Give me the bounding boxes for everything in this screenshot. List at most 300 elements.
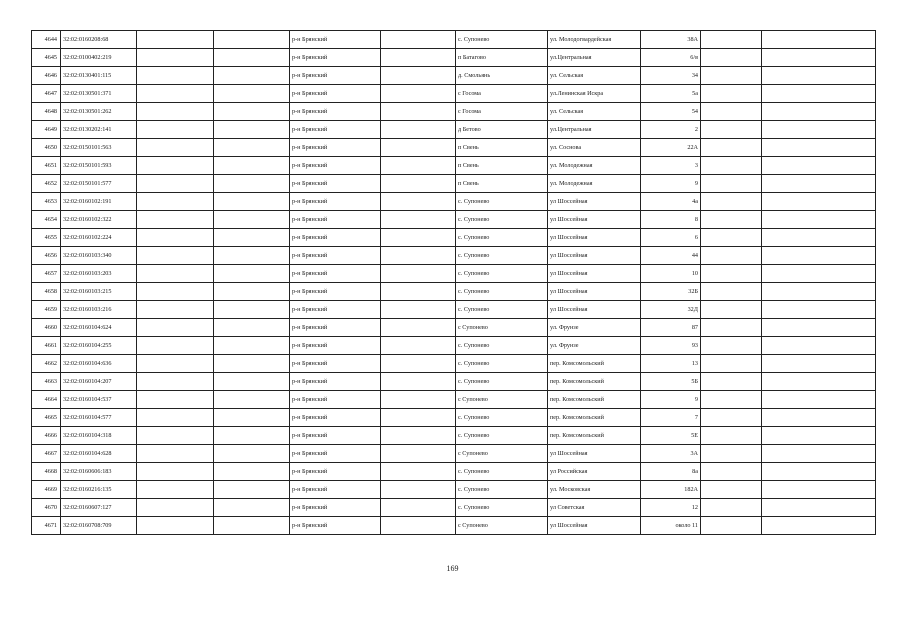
street-cell: ул Советская [548,499,641,517]
settlement-cell: п Свень [456,139,548,157]
row-number-cell: 4653 [32,193,61,211]
empty-cell [701,409,762,427]
street-cell: ул Шоссейная [548,301,641,319]
settlement-cell: с. Супонево [456,499,548,517]
street-cell: ул. Сельская [548,67,641,85]
empty-cell [137,283,214,301]
house-number-cell: 44 [641,247,701,265]
row-number-cell: 4670 [32,499,61,517]
table-row [32,499,876,517]
house-number-cell: 5а [641,85,701,103]
house-number-cell: 12 [641,499,701,517]
cadastral-number-cell: 32:02:0130202:141 [61,121,137,139]
empty-cell [381,481,456,499]
empty-cell [381,409,456,427]
house-number-cell: 34 [641,67,701,85]
empty-cell [381,175,456,193]
empty-cell [381,283,456,301]
cadastral-number-cell: 32:02:0160607:127 [61,499,137,517]
empty-cell [762,121,876,139]
cadastral-number-cell: 32:02:0160103:203 [61,265,137,283]
row-number-cell: 4650 [32,139,61,157]
empty-cell [214,517,290,535]
empty-cell [762,247,876,265]
empty-cell [381,499,456,517]
empty-cell [701,337,762,355]
street-cell: ул Шоссейная [548,265,641,283]
empty-cell [137,49,214,67]
empty-cell [381,67,456,85]
street-cell: ул. Молодогвардейская [548,31,641,49]
district-cell: р-н Брянский [290,319,381,337]
settlement-cell: с Супонево [456,517,548,535]
house-number-cell: 10 [641,265,701,283]
row-number-cell: 4649 [32,121,61,139]
empty-cell [701,247,762,265]
settlement-cell: с. Супонево [456,355,548,373]
row-number-cell: 4660 [32,319,61,337]
row-number-cell: 4664 [32,391,61,409]
empty-cell [701,157,762,175]
table-row [32,67,876,85]
empty-cell [381,355,456,373]
table-row [32,301,876,319]
empty-cell [381,31,456,49]
empty-cell [137,481,214,499]
row-number-cell: 4647 [32,85,61,103]
empty-cell [701,517,762,535]
district-cell: р-н Брянский [290,391,381,409]
empty-cell [762,355,876,373]
table-row [32,427,876,445]
house-number-cell: 7 [641,409,701,427]
empty-cell [137,265,214,283]
street-cell: ул Шоссейная [548,247,641,265]
empty-cell [381,463,456,481]
empty-cell [137,301,214,319]
empty-cell [137,175,214,193]
empty-cell [381,229,456,247]
house-number-cell: 5Е [641,427,701,445]
empty-cell [762,229,876,247]
empty-cell [701,121,762,139]
street-cell: ул. Молодежная [548,157,641,175]
empty-cell [701,427,762,445]
house-number-cell: 87 [641,319,701,337]
street-cell: пер. Комсомольский [548,391,641,409]
settlement-cell: с Госома [456,103,548,121]
house-number-cell: 182А [641,481,701,499]
empty-cell [701,391,762,409]
empty-cell [701,265,762,283]
empty-cell [214,211,290,229]
row-number-cell: 4663 [32,373,61,391]
cadastral-number-cell: 32:02:0160102:191 [61,193,137,211]
empty-cell [214,175,290,193]
table-row [32,283,876,301]
table-row [32,103,876,121]
settlement-cell: с. Супонево [456,427,548,445]
empty-cell [762,445,876,463]
street-cell: ул.Центральная [548,49,641,67]
district-cell: р-н Брянский [290,373,381,391]
district-cell: р-н Брянский [290,121,381,139]
cadastral-number-cell: 32:02:0160104:318 [61,427,137,445]
empty-cell [762,427,876,445]
empty-cell [701,283,762,301]
district-cell: р-н Брянский [290,283,381,301]
district-cell: р-н Брянский [290,211,381,229]
empty-cell [214,355,290,373]
empty-cell [701,481,762,499]
street-cell: ул Шоссейная [548,517,641,535]
empty-cell [381,265,456,283]
table-row [32,391,876,409]
settlement-cell: п Свень [456,175,548,193]
empty-cell [701,175,762,193]
empty-cell [762,175,876,193]
settlement-cell: с. Супонево [456,31,548,49]
empty-cell [381,157,456,175]
settlement-cell: с. Супонево [456,301,548,319]
district-cell: р-н Брянский [290,157,381,175]
table-row [32,517,876,535]
street-cell: ул.Центральная [548,121,641,139]
row-number-cell: 4668 [32,463,61,481]
house-number-cell: 9 [641,391,701,409]
row-number-cell: 4669 [32,481,61,499]
empty-cell [137,121,214,139]
settlement-cell: с Супонево [456,391,548,409]
row-number-cell: 4655 [32,229,61,247]
house-number-cell: около 11 [641,517,701,535]
empty-cell [137,193,214,211]
empty-cell [137,337,214,355]
district-cell: р-н Брянский [290,499,381,517]
empty-cell [762,103,876,121]
row-number-cell: 4658 [32,283,61,301]
cadastral-number-cell: 32:02:0160208:68 [61,31,137,49]
house-number-cell: 8 [641,211,701,229]
empty-cell [214,373,290,391]
empty-cell [214,283,290,301]
empty-cell [701,373,762,391]
empty-cell [137,355,214,373]
table-body [32,31,876,535]
empty-cell [762,463,876,481]
empty-cell [762,391,876,409]
empty-cell [137,139,214,157]
settlement-cell: с. Супонево [456,373,548,391]
street-cell: ул. Московская [548,481,641,499]
empty-cell [137,373,214,391]
street-cell: ул. Сельская [548,103,641,121]
table-row [32,247,876,265]
cadastral-number-cell: 32:02:0100402:219 [61,49,137,67]
cadastral-number-cell: 32:02:0160102:224 [61,229,137,247]
empty-cell [381,121,456,139]
cadastral-number-cell: 32:02:0130401:115 [61,67,137,85]
settlement-cell: с. Супонево [456,211,548,229]
house-number-cell: 32Б [641,283,701,301]
settlement-cell: с. Супонево [456,283,548,301]
house-number-cell: 54 [641,103,701,121]
cadastral-number-cell: 32:02:0160104:577 [61,409,137,427]
street-cell: пер. Комсомольский [548,373,641,391]
district-cell: р-н Брянский [290,31,381,49]
empty-cell [137,409,214,427]
empty-cell [701,355,762,373]
house-number-cell: 9 [641,175,701,193]
row-number-cell: 4665 [32,409,61,427]
empty-cell [137,391,214,409]
row-number-cell: 4644 [32,31,61,49]
empty-cell [381,373,456,391]
cadastral-number-cell: 32:02:0160104:255 [61,337,137,355]
table-row [32,139,876,157]
empty-cell [381,301,456,319]
empty-cell [762,31,876,49]
empty-cell [137,103,214,121]
house-number-cell: 32Д [641,301,701,319]
table-row [32,373,876,391]
empty-cell [381,319,456,337]
empty-cell [701,31,762,49]
district-cell: р-н Брянский [290,463,381,481]
empty-cell [214,301,290,319]
row-number-cell: 4657 [32,265,61,283]
house-number-cell: 5Б [641,373,701,391]
empty-cell [381,139,456,157]
house-number-cell: 8а [641,463,701,481]
empty-cell [701,67,762,85]
empty-cell [214,391,290,409]
settlement-cell: с. Супонево [456,409,548,427]
house-number-cell: 38А [641,31,701,49]
cadastral-number-cell: 32:02:0160102:322 [61,211,137,229]
empty-cell [762,283,876,301]
table-row [32,409,876,427]
empty-cell [762,499,876,517]
row-number-cell: 4666 [32,427,61,445]
empty-cell [214,247,290,265]
empty-cell [701,445,762,463]
empty-cell [701,301,762,319]
district-cell: р-н Брянский [290,481,381,499]
empty-cell [381,193,456,211]
street-cell: ул Российская [548,463,641,481]
empty-cell [214,265,290,283]
district-cell: р-н Брянский [290,517,381,535]
empty-cell [701,49,762,67]
district-cell: р-н Брянский [290,67,381,85]
street-cell: ул Шоссейная [548,229,641,247]
empty-cell [214,121,290,139]
cadastral-number-cell: 32:02:0160103:216 [61,301,137,319]
empty-cell [701,211,762,229]
settlement-cell: с Госома [456,85,548,103]
row-number-cell: 4645 [32,49,61,67]
cadastral-number-cell: 32:02:0160104:628 [61,445,137,463]
empty-cell [762,85,876,103]
table-row [32,337,876,355]
settlement-cell: с. Супонево [456,247,548,265]
empty-cell [701,193,762,211]
cadastral-number-cell: 32:02:0150101:577 [61,175,137,193]
table-row [32,445,876,463]
empty-cell [137,211,214,229]
table-row [32,157,876,175]
table-row [32,481,876,499]
house-number-cell: 22А [641,139,701,157]
table-row [32,355,876,373]
empty-cell [137,445,214,463]
empty-cell [137,157,214,175]
table-row [32,49,876,67]
empty-cell [214,499,290,517]
empty-cell [137,517,214,535]
empty-cell [381,49,456,67]
district-cell: р-н Брянский [290,175,381,193]
cadastral-number-cell: 32:02:0160104:636 [61,355,137,373]
empty-cell [381,85,456,103]
empty-cell [701,139,762,157]
cadastral-number-cell: 32:02:0150101:563 [61,139,137,157]
street-cell: ул Шоссейная [548,283,641,301]
empty-cell [137,31,214,49]
empty-cell [214,337,290,355]
cadastral-number-cell: 32:02:0130501:262 [61,103,137,121]
table-row [32,193,876,211]
house-number-cell: 93 [641,337,701,355]
empty-cell [762,139,876,157]
row-number-cell: 4654 [32,211,61,229]
empty-cell [701,463,762,481]
empty-cell [214,319,290,337]
empty-cell [381,517,456,535]
empty-cell [381,337,456,355]
table-row [32,175,876,193]
settlement-cell: с. Супонево [456,265,548,283]
empty-cell [762,319,876,337]
row-number-cell: 4648 [32,103,61,121]
empty-cell [762,481,876,499]
empty-cell [762,67,876,85]
table-row [32,31,876,49]
district-cell: р-н Брянский [290,337,381,355]
empty-cell [214,139,290,157]
street-cell: пер. Комсомольский [548,409,641,427]
table-row [32,85,876,103]
empty-cell [214,445,290,463]
empty-cell [214,85,290,103]
cadastral-number-cell: 32:02:0160104:624 [61,319,137,337]
empty-cell [214,67,290,85]
cadastral-number-cell: 32:02:0160606:183 [61,463,137,481]
row-number-cell: 4661 [32,337,61,355]
street-cell: ул Шоссейная [548,445,641,463]
empty-cell [214,157,290,175]
street-cell: пер. Комсомольский [548,355,641,373]
empty-cell [762,193,876,211]
row-number-cell: 4651 [32,157,61,175]
house-number-cell: 3 [641,157,701,175]
cadastral-number-cell: 32:02:0160103:340 [61,247,137,265]
empty-cell [762,265,876,283]
settlement-cell: с Супонево [456,445,548,463]
table-row [32,319,876,337]
row-number-cell: 4662 [32,355,61,373]
street-cell: ул. Молодежная [548,175,641,193]
street-cell: ул Шоссейная [548,211,641,229]
empty-cell [381,427,456,445]
empty-cell [701,499,762,517]
empty-cell [214,31,290,49]
empty-cell [137,427,214,445]
district-cell: р-н Брянский [290,85,381,103]
row-number-cell: 4671 [32,517,61,535]
street-cell: ул. Фрунзе [548,337,641,355]
empty-cell [214,481,290,499]
cadastral-number-cell: 32:02:0160216:135 [61,481,137,499]
district-cell: р-н Брянский [290,445,381,463]
empty-cell [701,319,762,337]
district-cell: р-н Брянский [290,103,381,121]
house-number-cell: 4а [641,193,701,211]
empty-cell [701,85,762,103]
street-cell: пер. Комсомольский [548,427,641,445]
street-cell: ул. Соснова [548,139,641,157]
table-row [32,229,876,247]
district-cell: р-н Брянский [290,247,381,265]
table-row [32,463,876,481]
empty-cell [137,499,214,517]
empty-cell [381,211,456,229]
street-cell: ул. Фрунзе [548,319,641,337]
house-number-cell: 6/в [641,49,701,67]
empty-cell [381,391,456,409]
cadastral-number-cell: 32:02:0160103:215 [61,283,137,301]
empty-cell [214,427,290,445]
empty-cell [214,409,290,427]
district-cell: р-н Брянский [290,139,381,157]
empty-cell [381,445,456,463]
empty-cell [762,337,876,355]
row-number-cell: 4667 [32,445,61,463]
empty-cell [137,247,214,265]
empty-cell [214,49,290,67]
cadastral-number-cell: 32:02:0130501:371 [61,85,137,103]
empty-cell [701,103,762,121]
empty-cell [137,229,214,247]
district-cell: р-н Брянский [290,265,381,283]
district-cell: р-н Брянский [290,193,381,211]
settlement-cell: с. Супонево [456,229,548,247]
empty-cell [762,49,876,67]
row-number-cell: 4656 [32,247,61,265]
empty-cell [214,463,290,481]
table-row [32,121,876,139]
cadastral-number-cell: 32:02:0160104:207 [61,373,137,391]
cadastral-number-cell: 32:02:0160104:537 [61,391,137,409]
empty-cell [762,211,876,229]
district-cell: р-н Брянский [290,49,381,67]
settlement-cell: с. Супонево [456,463,548,481]
empty-cell [137,85,214,103]
row-number-cell: 4652 [32,175,61,193]
empty-cell [137,463,214,481]
empty-cell [137,319,214,337]
